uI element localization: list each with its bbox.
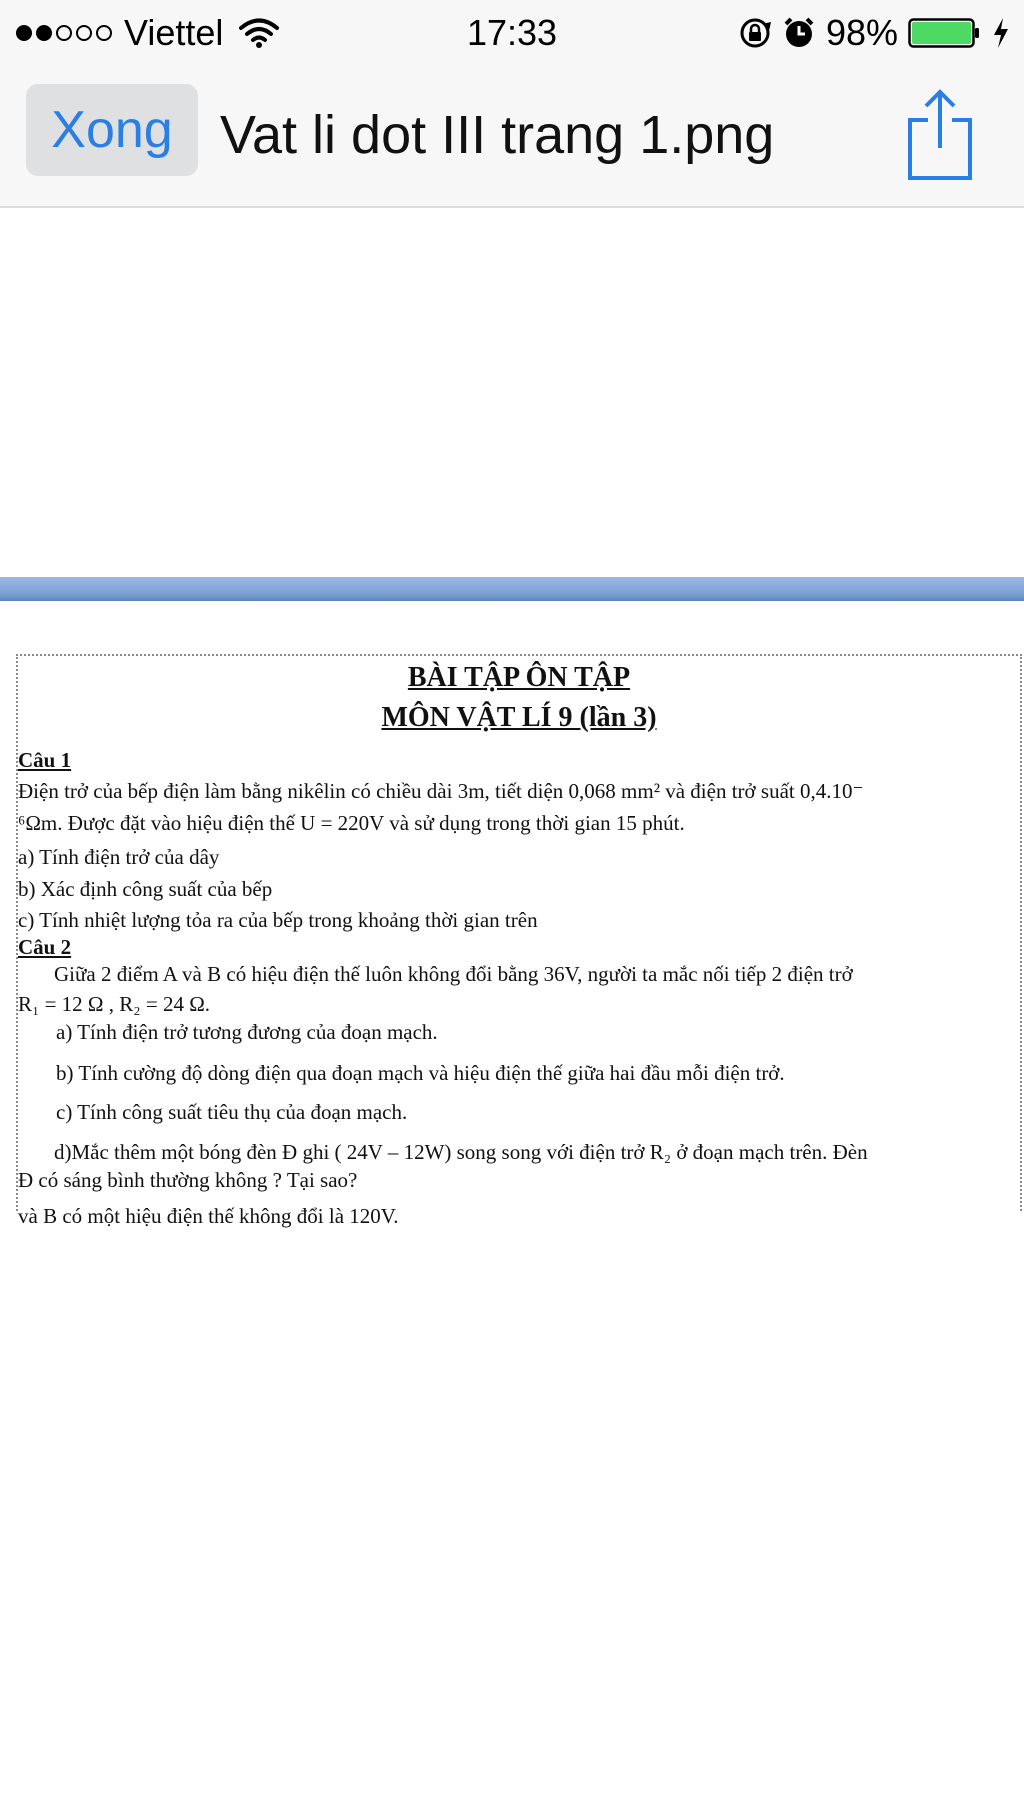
file-title: Vat li dot III trang 1.png — [220, 105, 775, 165]
question-2-heading: Câu 2 — [18, 935, 72, 959]
document-header-band — [0, 577, 1024, 601]
carrier-name: Viettel — [124, 12, 224, 53]
document-page — [16, 654, 1022, 1228]
question-2-part-a: a) Tính điện trở tương đương của đoạn mạch. — [56, 1020, 438, 1044]
question-1-heading: Câu 1 — [18, 748, 72, 772]
question-2-part-b: b) Tính cường độ dòng điện qua đoạn mạch và hiệu điện thế giữa hai đầu mỗi điện trở. — [56, 1061, 785, 1085]
question-2-text: Giữa 2 điểm A và B có hiệu điện thế luôn không đổi bằng 36V, người ta mắc nối tiếp 2 điện trở — [54, 962, 853, 986]
navigation-bar — [0, 66, 1024, 208]
question-2-part-c: c) Tính công suất tiêu thụ của đoạn mạch. — [56, 1100, 408, 1124]
charging-bolt-icon — [992, 17, 1010, 49]
clock-time: 17:33 — [466, 12, 558, 53]
question-1-part-b: b) Xác định công suất của bếp — [18, 877, 273, 901]
question-1-part-c: c) Tính nhiệt lượng tỏa ra của bếp trong khoảng thời gian trên — [18, 908, 538, 932]
battery-percent: 98% — [825, 12, 898, 53]
question-1-part-a: a) Tính điện trở của dây — [18, 845, 220, 869]
share-icon[interactable] — [906, 86, 974, 186]
rotation-lock-icon — [738, 16, 772, 50]
question-2-part-d-cont: Đ có sáng bình thường không ? Tại sao? — [18, 1168, 358, 1192]
question-1-text: Điện trở của bếp điện làm bằng nikêlin có chiều dài 3m, tiết diện 0,068 mm² và điện trở suất 0,4.10⁻ — [18, 779, 864, 803]
done-button[interactable]: Xong — [26, 84, 198, 176]
trailing-cut-line: và B có một hiệu điện thế không đổi là 120V. — [18, 1204, 399, 1228]
document-title: BÀI TẬP ÔN TẬP — [407, 662, 631, 693]
question-2-part-d: d)Mắc thêm một bóng đèn Đ ghi ( 24V – 12W) song song với điện trở R₂ ở đoạn mạch trên. Đèn — [54, 1140, 868, 1164]
status-bar — [0, 0, 1024, 66]
question-1-text-cont: ⁶Ωm. Được đặt vào hiệu điện thế U = 220V và sử dụng trong thời gian 15 phút. — [18, 811, 685, 835]
document-subtitle: MÔN VẬT LÍ 9 (lần 3) — [381, 702, 657, 733]
status-right — [738, 12, 1010, 54]
battery-icon — [908, 18, 982, 48]
alarm-icon — [782, 16, 816, 50]
question-2-text-cont: R₁ = 12 Ω , R₂ = 24 Ω. — [18, 992, 211, 1016]
